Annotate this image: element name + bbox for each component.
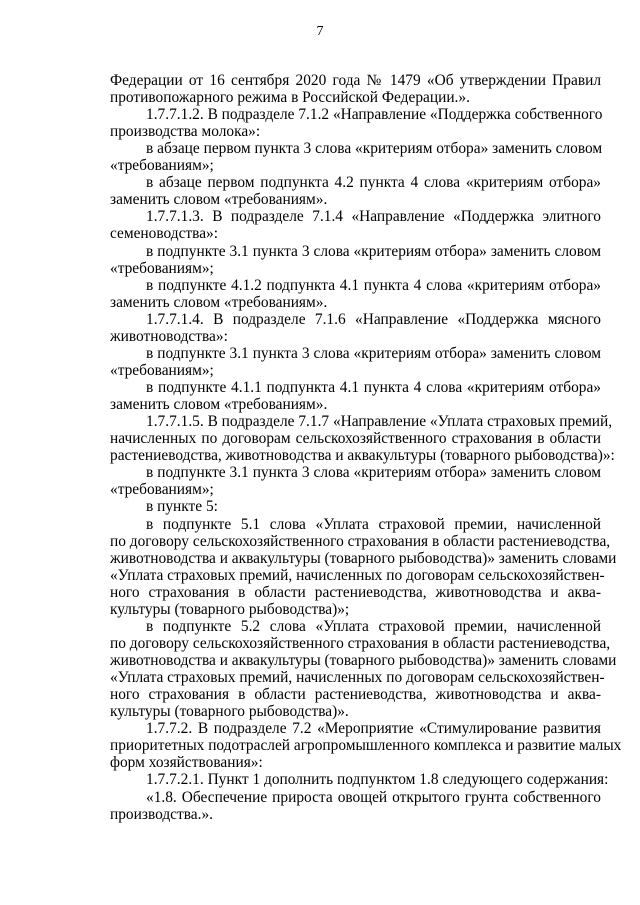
text-line: Федерации от 16 сентября 2020 года № 1479 «Об утверждении Правил (110, 72, 601, 89)
page-number: 7 (316, 24, 324, 39)
text-line: растениеводства, животноводства и аквакультуры (товарного рыбоводства)»: (110, 447, 615, 464)
text-line: 1.7.7.1.4. В подразделе 7.1.6 «Направление «Поддержка мясного (146, 311, 601, 328)
text-line: в подпункте 5.1 слова «Уплата страховой премии, начисленной (146, 516, 601, 533)
text-line: в абзаце первом подпункта 4.2 пункта 4 слова «критериям отбора» (146, 174, 601, 191)
text-line: животноводства и аквакультуры (товарного рыбоводства)» заменить словами (110, 550, 617, 567)
text-line: в подпункте 3.1 пункта 3 слова «критериям отбора» заменить словом (146, 464, 601, 481)
text-line: в подпункте 4.1.2 подпункта 4.1 пункта 4 слова «критериям отбора» (146, 277, 601, 294)
text-line: производства молока»: (110, 123, 261, 140)
text-line: «требованиям»; (110, 362, 214, 379)
text-line: в подпункте 5.2 слова «Уплата страховой премии, начисленной (146, 618, 601, 635)
text-line: в подпункте 4.1.1 подпункта 4.1 пункта 4 слова «критериям отбора» (146, 379, 601, 396)
text-line: «Уплата страховых премий, начисленных по договорам сельскохозяйствен- (110, 669, 605, 686)
text-line: животноводства»: (110, 328, 228, 345)
text-line: «требованиям»; (110, 157, 214, 174)
text-line: начисленных по договорам сельскохозяйственного страхования в области (110, 430, 601, 447)
text-line: противопожарного режима в Российской Федерации.». (110, 89, 470, 106)
text-line: «требованиям»; (110, 260, 214, 277)
text-line: в пункте 5: (146, 498, 218, 515)
text-line: 1.7.7.2. В подразделе 7.2 «Мероприятие «Стимулирование развития (146, 720, 601, 737)
text-line: животноводства и аквакультуры (товарного рыбоводства)» заменить словами (110, 652, 617, 669)
text-line: культуры (товарного рыбоводства)». (110, 703, 349, 720)
text-line: по договору сельскохозяйственного страхования в области растениеводства, (110, 533, 611, 550)
text-line: форм хозяйствования»: (110, 754, 263, 771)
text-line: в подпункте 3.1 пункта 3 слова «критериям отбора» заменить словом (146, 345, 601, 362)
text-line: 1.7.7.2.1. Пункт 1 дополнить подпунктом 1.8 следующего содержания: (146, 771, 609, 788)
text-line: 1.7.7.1.2. В подразделе 7.1.2 «Направление «Поддержка собственного (146, 106, 603, 123)
text-line: 1.7.7.1.3. В подразделе 7.1.4 «Направление «Поддержка элитного (146, 208, 601, 225)
text-line: «требованиям»; (110, 481, 214, 498)
text-line: заменить словом «требованиям». (110, 396, 328, 413)
text-line: «Уплата страховых премий, начисленных по договорам сельскохозяйствен- (110, 567, 605, 584)
text-line: ного страхования в области растениеводства, животноводства и аква- (110, 584, 601, 601)
text-line: по договору сельскохозяйственного страхования в области растениеводства, (110, 635, 611, 652)
text-line: в абзаце первом пункта 3 слова «критериям отбора» заменить словом (146, 140, 603, 157)
text-line: ного страхования в области растениеводства, животноводства и аква- (110, 686, 601, 703)
text-line: заменить словом «требованиям». (110, 294, 328, 311)
text-line: заменить словом «требованиям». (110, 191, 328, 208)
text-line: «1.8. Обеспечение прироста овощей открытого грунта собственного (146, 789, 601, 806)
text-line: 1.7.7.1.5. В подразделе 7.1.7 «Направление «Уплата страховых премий, (146, 413, 613, 430)
text-line: производства.». (110, 806, 214, 823)
text-line: приоритетных подотраслей агропромышленного комплекса и развитие малых (110, 737, 622, 754)
text-line: в подпункте 3.1 пункта 3 слова «критериям отбора» заменить словом (146, 243, 601, 260)
text-line: культуры (товарного рыбоводства)»; (110, 601, 350, 618)
text-line: семеноводства»: (110, 225, 219, 242)
